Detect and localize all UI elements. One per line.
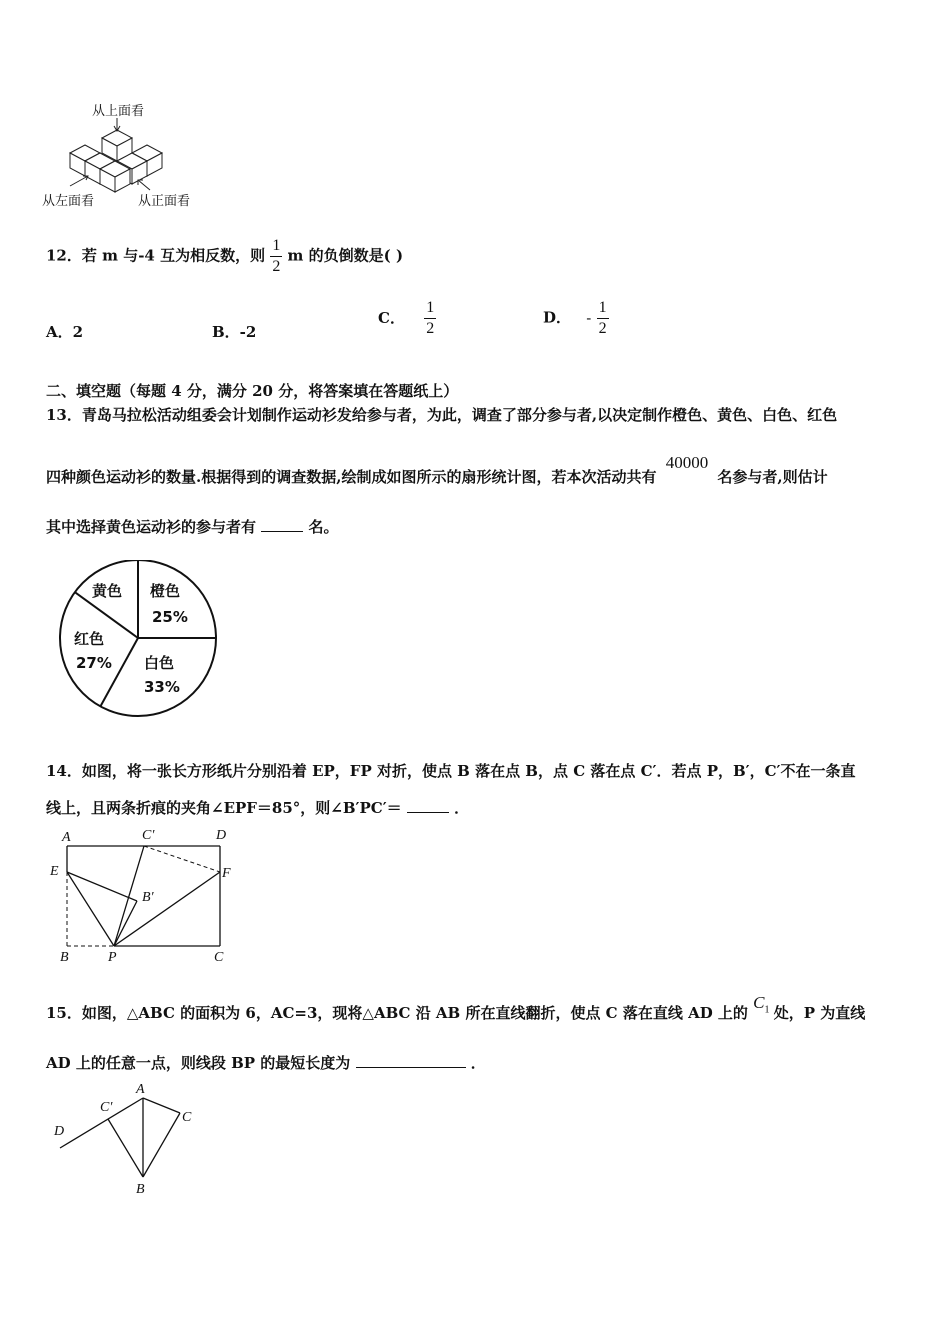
slice-label-red: 红色	[74, 630, 105, 648]
option-d-label: D．	[543, 308, 572, 327]
q12-prefix: 12．若 m 与-4 互为相反数，则	[46, 246, 266, 265]
triangle-figure	[48, 1080, 218, 1205]
q12-suffix: m 的负倒数是( )	[287, 246, 404, 265]
q13-line3	[46, 516, 339, 537]
label-C-prime: C′	[142, 828, 155, 843]
q13-line2	[46, 453, 828, 487]
pie-chart	[54, 560, 224, 722]
section-2-heading: 二、填空题（每题 4 分，满分 20 分，将答案填在答题纸上）	[46, 382, 459, 400]
top-view-label: 从上面看	[92, 104, 145, 119]
q13-line3a: 其中选择黄色运动衫的参与者有	[46, 518, 257, 536]
label-A-15: A	[136, 1082, 145, 1097]
q12-option-c	[378, 300, 436, 337]
label-B-15: B	[136, 1182, 145, 1197]
slice-label-white: 白色	[144, 654, 175, 672]
q14-line1: 14．如图，将一张长方形纸片分别沿着 EP，FP 对折，使点 B 落在点 B，点 C 落在点 C′．若点 P，B′，C′不在一条直	[46, 762, 856, 780]
label-A: A	[62, 830, 71, 845]
option-d-den: 2	[598, 320, 607, 337]
answer-blank-13[interactable]	[261, 531, 303, 532]
option-c-label: C．	[378, 308, 405, 327]
answer-blank-15[interactable]	[356, 1067, 466, 1068]
label-C: C	[214, 950, 224, 965]
question-12	[46, 238, 403, 275]
option-d-sign: -	[586, 308, 592, 327]
left-view-label: 从左面看	[42, 194, 95, 209]
point-c1	[753, 993, 774, 1016]
q13-line1: 13．青岛马拉松活动组委会计划制作运动衫发给参与者，为此，调查了部分参与者,以决定制作橙色、黄色、白色、红色	[46, 406, 838, 424]
q12-option-b	[212, 321, 256, 342]
q14-line2b: ．	[454, 799, 470, 817]
q12-option-a	[46, 321, 83, 342]
slice-value-orange: 25%	[152, 608, 188, 626]
front-view-label: 从正面看	[138, 194, 191, 209]
q15-line1b: 处，P 为直线	[773, 1004, 866, 1022]
label-D-15: D	[54, 1124, 65, 1139]
label-F: F	[222, 866, 231, 881]
label-B-prime: B′	[142, 890, 154, 905]
label-E: E	[50, 864, 59, 879]
slice-value-white: 33%	[144, 678, 180, 696]
label-D: D	[216, 828, 227, 843]
label-P: P	[108, 950, 117, 965]
q13-line3b: 名。	[308, 518, 339, 536]
q12-option-d	[543, 300, 609, 337]
fold-figure	[44, 826, 244, 971]
q12-frac-num: 1	[270, 238, 282, 257]
q14-line2a: 线上，且两条折痕的夹角∠EPF＝85°，则∠B′PC′＝	[46, 799, 402, 817]
slice-value-red: 27%	[76, 654, 112, 672]
q13-line2b: 名参与者,则估计	[717, 468, 828, 486]
option-a-label: A．2	[46, 323, 84, 341]
label-B: B	[60, 950, 69, 965]
q12-fraction	[270, 238, 282, 275]
q14-line2	[46, 797, 469, 818]
answer-blank-14[interactable]	[407, 812, 449, 813]
option-c-den: 2	[426, 320, 435, 337]
point-c1-main: C	[753, 993, 765, 1012]
option-b-label: B．-2	[212, 323, 257, 341]
q12-frac-den: 2	[272, 258, 281, 275]
option-c-num: 1	[424, 300, 436, 319]
q15-line2	[46, 1052, 486, 1073]
q15-line1a: 15．如图，△ABC 的面积为 6，AC=3，现将△ABC 沿 AB 所在直线翻折，使点 C 落在直线 AD 上的	[46, 1004, 748, 1022]
q15-line1	[46, 993, 866, 1025]
q15-line2a: AD 上的任意一点，则线段 BP 的最短长度为	[46, 1054, 351, 1072]
point-c1-sub: 1	[764, 1004, 770, 1016]
option-d-fraction	[597, 300, 609, 337]
option-c-fraction	[424, 300, 436, 337]
q15-line2b: ．	[470, 1054, 486, 1072]
q13-line2a: 四种颜色运动衫的数量.根据得到的调查数据,绘制成如图所示的扇形统计图，若本次活动共有	[46, 468, 657, 486]
label-C-prime-15: C′	[100, 1100, 113, 1115]
label-C-15: C	[182, 1110, 192, 1125]
triangle-svg	[48, 1080, 218, 1205]
cube-figure	[40, 98, 210, 213]
participants-number: 40000	[665, 453, 709, 472]
slice-label-yellow: 黄色	[92, 582, 123, 600]
option-d-num: 1	[597, 300, 609, 319]
slice-label-orange: 橙色	[150, 582, 181, 600]
